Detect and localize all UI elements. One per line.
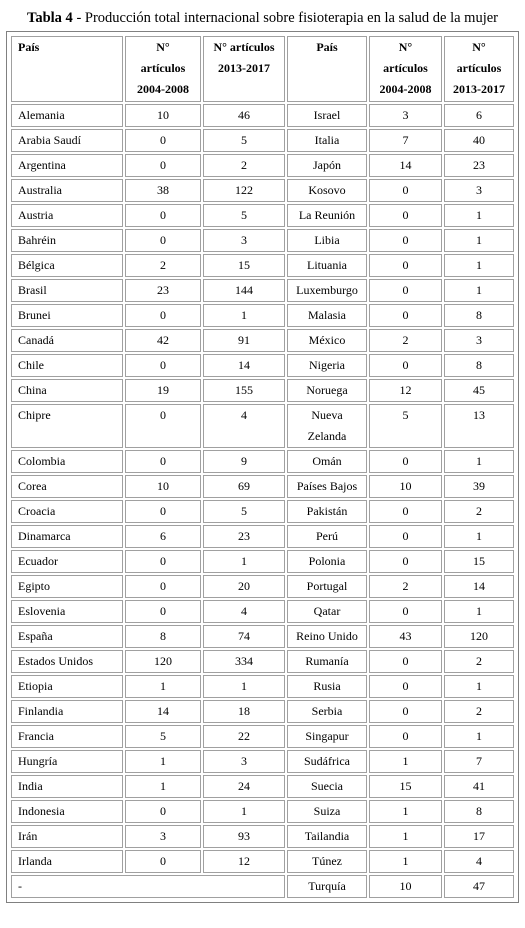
header-pais-left: País [11, 36, 123, 102]
table-row [11, 154, 514, 177]
cell-count-2013-2017-left: 91 [203, 329, 285, 352]
table-frame [6, 31, 519, 903]
cell-count-2004-2008-left: 6 [125, 525, 201, 548]
table-row [11, 279, 514, 302]
cell-country-right: Omán [287, 450, 367, 473]
cell-count-2004-2008-right: 12 [369, 379, 442, 402]
cell-count-2004-2008-right: 1 [369, 750, 442, 773]
cell-count-2013-2017-left: 15 [203, 254, 285, 277]
cell-country-left: Alemania [11, 104, 123, 127]
cell-count-2004-2008-left: 5 [125, 725, 201, 748]
cell-country-right: Perú [287, 525, 367, 548]
cell-count-2004-2008-left: 10 [125, 475, 201, 498]
cell-country-right: Sudáfrica [287, 750, 367, 773]
cell-count-2013-2017-right: 1 [444, 725, 514, 748]
table-row [11, 129, 514, 152]
cell-count-2013-2017-right: 2 [444, 700, 514, 723]
cell-count-2004-2008-left: 42 [125, 329, 201, 352]
cell-country-right: Luxemburgo [287, 279, 367, 302]
cell-country-right: Turquía [287, 875, 367, 898]
cell-count-2013-2017-right: 2 [444, 650, 514, 673]
table-row [11, 650, 514, 673]
cell-count-2013-2017-right: 17 [444, 825, 514, 848]
table-row [11, 525, 514, 548]
cell-count-2004-2008-right: 2 [369, 575, 442, 598]
cell-country-left: Etiopia [11, 675, 123, 698]
cell-country-right: Kosovo [287, 179, 367, 202]
cell-country-right: Pakistán [287, 500, 367, 523]
cell-count-2004-2008-right: 0 [369, 675, 442, 698]
cell-count-2013-2017-left: 93 [203, 825, 285, 848]
cell-count-2004-2008-right: 0 [369, 354, 442, 377]
cell-country-left: - [11, 875, 285, 898]
cell-count-2004-2008-right: 0 [369, 179, 442, 202]
table-row [11, 179, 514, 202]
cell-count-2013-2017-right: 3 [444, 179, 514, 202]
cell-country-right: Portugal [287, 575, 367, 598]
table-body [11, 104, 514, 898]
cell-count-2004-2008-right: 0 [369, 254, 442, 277]
cell-country-right: Polonia [287, 550, 367, 573]
cell-count-2013-2017-left: 5 [203, 500, 285, 523]
cell-country-right: Malasia [287, 304, 367, 327]
cell-count-2013-2017-right: 39 [444, 475, 514, 498]
cell-country-right: Túnez [287, 850, 367, 873]
caption-label: Tabla 4 [27, 10, 73, 26]
cell-count-2013-2017-left: 20 [203, 575, 285, 598]
cell-count-2013-2017-left: 3 [203, 229, 285, 252]
cell-country-right: Nueva Zelanda [287, 404, 367, 448]
cell-country-left: Corea [11, 475, 123, 498]
cell-country-right: Serbia [287, 700, 367, 723]
table-row [11, 700, 514, 723]
cell-count-2013-2017-left: 4 [203, 404, 285, 448]
cell-count-2013-2017-right: 1 [444, 229, 514, 252]
cell-country-left: Colombia [11, 450, 123, 473]
cell-count-2013-2017-left: 24 [203, 775, 285, 798]
cell-country-left: Irlanda [11, 850, 123, 873]
cell-count-2013-2017-left: 1 [203, 675, 285, 698]
cell-country-left: Indonesia [11, 800, 123, 823]
cell-count-2013-2017-left: 18 [203, 700, 285, 723]
cell-country-left: Australia [11, 179, 123, 202]
cell-count-2004-2008-right: 0 [369, 550, 442, 573]
cell-country-right: La Reunión [287, 204, 367, 227]
cell-count-2013-2017-right: 120 [444, 625, 514, 648]
cell-count-2004-2008-right: 3 [369, 104, 442, 127]
cell-count-2013-2017-right: 15 [444, 550, 514, 573]
table-caption [0, 7, 525, 29]
cell-country-left: Ecuador [11, 550, 123, 573]
cell-country-left: Dinamarca [11, 525, 123, 548]
cell-count-2004-2008-right: 43 [369, 625, 442, 648]
header-articles-2013-2017-left: N° artículos 2013-2017 [203, 36, 285, 102]
cell-country-left: India [11, 775, 123, 798]
cell-country-right: Libia [287, 229, 367, 252]
cell-country-right: Países Bajos [287, 475, 367, 498]
cell-count-2013-2017-right: 1 [444, 675, 514, 698]
cell-count-2013-2017-right: 14 [444, 575, 514, 598]
cell-count-2013-2017-right: 45 [444, 379, 514, 402]
cell-count-2013-2017-right: 47 [444, 875, 514, 898]
cell-count-2013-2017-left: 14 [203, 354, 285, 377]
cell-count-2013-2017-right: 13 [444, 404, 514, 448]
header-articles-2013-2017-right: N° artículos 2013-2017 [444, 36, 514, 102]
cell-count-2004-2008-left: 14 [125, 700, 201, 723]
cell-count-2004-2008-left: 0 [125, 229, 201, 252]
header-articles-2004-2008-left: N° artículos 2004-2008 [125, 36, 201, 102]
cell-count-2004-2008-left: 1 [125, 750, 201, 773]
cell-country-left: Croacia [11, 500, 123, 523]
cell-count-2004-2008-left: 0 [125, 500, 201, 523]
cell-count-2013-2017-left: 334 [203, 650, 285, 673]
cell-count-2013-2017-right: 23 [444, 154, 514, 177]
cell-country-left: Finlandia [11, 700, 123, 723]
countries-table [9, 34, 516, 900]
cell-country-right: Noruega [287, 379, 367, 402]
cell-count-2013-2017-left: 1 [203, 800, 285, 823]
table-row [11, 404, 514, 448]
cell-country-right: Singapur [287, 725, 367, 748]
header-articles-2004-2008-right: N° artículos 2004-2008 [369, 36, 442, 102]
cell-country-left: Hungría [11, 750, 123, 773]
cell-count-2004-2008-left: 19 [125, 379, 201, 402]
cell-count-2013-2017-right: 1 [444, 254, 514, 277]
cell-count-2004-2008-right: 0 [369, 700, 442, 723]
cell-country-left: Estados Unidos [11, 650, 123, 673]
cell-count-2004-2008-left: 0 [125, 154, 201, 177]
table-row [11, 304, 514, 327]
table-row [11, 775, 514, 798]
cell-count-2013-2017-right: 4 [444, 850, 514, 873]
cell-count-2004-2008-right: 7 [369, 129, 442, 152]
cell-count-2004-2008-right: 15 [369, 775, 442, 798]
cell-country-right: Japón [287, 154, 367, 177]
cell-count-2013-2017-left: 22 [203, 725, 285, 748]
cell-count-2004-2008-right: 10 [369, 475, 442, 498]
table-row [11, 204, 514, 227]
cell-country-left: España [11, 625, 123, 648]
table-row [11, 229, 514, 252]
table-row [11, 550, 514, 573]
cell-count-2004-2008-left: 120 [125, 650, 201, 673]
table-row [11, 104, 514, 127]
cell-country-left: Bahréin [11, 229, 123, 252]
cell-country-right: Rumanía [287, 650, 367, 673]
cell-count-2004-2008-right: 0 [369, 600, 442, 623]
cell-country-right: Suecia [287, 775, 367, 798]
cell-count-2004-2008-left: 1 [125, 675, 201, 698]
cell-count-2013-2017-right: 8 [444, 354, 514, 377]
table-row [11, 675, 514, 698]
cell-count-2013-2017-right: 1 [444, 279, 514, 302]
cell-count-2013-2017-left: 46 [203, 104, 285, 127]
cell-count-2004-2008-right: 0 [369, 304, 442, 327]
table-row [11, 625, 514, 648]
table-row [11, 600, 514, 623]
cell-count-2013-2017-left: 1 [203, 304, 285, 327]
table-row [11, 500, 514, 523]
cell-count-2004-2008-left: 0 [125, 800, 201, 823]
cell-count-2004-2008-left: 0 [125, 575, 201, 598]
cell-count-2013-2017-left: 23 [203, 525, 285, 548]
cell-count-2013-2017-left: 122 [203, 179, 285, 202]
cell-count-2013-2017-left: 144 [203, 279, 285, 302]
cell-country-left: Canadá [11, 329, 123, 352]
cell-count-2004-2008-left: 8 [125, 625, 201, 648]
cell-country-right: Lituania [287, 254, 367, 277]
cell-country-right: México [287, 329, 367, 352]
cell-country-left: Eslovenia [11, 600, 123, 623]
cell-country-left: China [11, 379, 123, 402]
cell-country-left: Bélgica [11, 254, 123, 277]
cell-count-2013-2017-right: 1 [444, 450, 514, 473]
cell-count-2004-2008-left: 0 [125, 204, 201, 227]
cell-country-left: Brasil [11, 279, 123, 302]
cell-count-2013-2017-right: 2 [444, 500, 514, 523]
cell-count-2004-2008-right: 14 [369, 154, 442, 177]
cell-count-2013-2017-left: 9 [203, 450, 285, 473]
cell-count-2013-2017-left: 155 [203, 379, 285, 402]
cell-country-left: Irán [11, 825, 123, 848]
cell-count-2004-2008-right: 1 [369, 850, 442, 873]
cell-count-2013-2017-right: 3 [444, 329, 514, 352]
cell-count-2004-2008-right: 0 [369, 229, 442, 252]
cell-count-2004-2008-right: 0 [369, 650, 442, 673]
cell-count-2004-2008-right: 0 [369, 450, 442, 473]
cell-count-2004-2008-left: 3 [125, 825, 201, 848]
table-row [11, 379, 514, 402]
cell-count-2004-2008-left: 0 [125, 129, 201, 152]
cell-country-left: Egipto [11, 575, 123, 598]
cell-count-2004-2008-right: 0 [369, 525, 442, 548]
cell-count-2004-2008-left: 1 [125, 775, 201, 798]
cell-country-right: Tailandia [287, 825, 367, 848]
caption-text: - Producción total internacional sobre fisioterapia en la salud de la mujer [72, 10, 498, 26]
cell-count-2013-2017-left: 2 [203, 154, 285, 177]
cell-country-left: Chipre [11, 404, 123, 448]
cell-count-2004-2008-left: 10 [125, 104, 201, 127]
cell-count-2013-2017-left: 3 [203, 750, 285, 773]
cell-country-right: Reino Unido [287, 625, 367, 648]
table-row [11, 800, 514, 823]
cell-count-2004-2008-left: 0 [125, 600, 201, 623]
cell-country-left: Arabia Saudí [11, 129, 123, 152]
cell-count-2013-2017-right: 8 [444, 304, 514, 327]
table-row [11, 575, 514, 598]
cell-count-2004-2008-right: 5 [369, 404, 442, 448]
cell-count-2013-2017-right: 1 [444, 600, 514, 623]
cell-count-2013-2017-left: 5 [203, 204, 285, 227]
cell-count-2013-2017-left: 12 [203, 850, 285, 873]
cell-count-2004-2008-left: 0 [125, 450, 201, 473]
cell-count-2013-2017-left: 5 [203, 129, 285, 152]
cell-count-2004-2008-right: 0 [369, 279, 442, 302]
cell-count-2004-2008-right: 1 [369, 800, 442, 823]
cell-count-2013-2017-left: 4 [203, 600, 285, 623]
table-row [11, 750, 514, 773]
cell-count-2013-2017-right: 1 [444, 204, 514, 227]
cell-count-2004-2008-right: 2 [369, 329, 442, 352]
cell-count-2004-2008-right: 0 [369, 725, 442, 748]
cell-count-2004-2008-left: 38 [125, 179, 201, 202]
table-row [11, 354, 514, 377]
cell-count-2004-2008-right: 0 [369, 500, 442, 523]
cell-count-2004-2008-left: 2 [125, 254, 201, 277]
table-row [11, 254, 514, 277]
cell-country-right: Rusia [287, 675, 367, 698]
cell-count-2004-2008-right: 0 [369, 204, 442, 227]
cell-count-2004-2008-right: 10 [369, 875, 442, 898]
table-row [11, 825, 514, 848]
cell-count-2013-2017-right: 6 [444, 104, 514, 127]
cell-count-2004-2008-left: 0 [125, 304, 201, 327]
cell-count-2004-2008-right: 1 [369, 825, 442, 848]
cell-count-2013-2017-left: 69 [203, 475, 285, 498]
cell-count-2004-2008-left: 0 [125, 850, 201, 873]
cell-country-left: Argentina [11, 154, 123, 177]
cell-count-2013-2017-right: 7 [444, 750, 514, 773]
cell-count-2013-2017-right: 8 [444, 800, 514, 823]
cell-count-2004-2008-left: 0 [125, 404, 201, 448]
cell-count-2004-2008-left: 0 [125, 354, 201, 377]
table-row [11, 450, 514, 473]
table-row [11, 850, 514, 873]
cell-country-right: Qatar [287, 600, 367, 623]
cell-country-left: Chile [11, 354, 123, 377]
table-row [11, 329, 514, 352]
table-row [11, 875, 514, 898]
cell-country-right: Nigeria [287, 354, 367, 377]
cell-country-right: Italia [287, 129, 367, 152]
table-row [11, 475, 514, 498]
cell-count-2013-2017-right: 40 [444, 129, 514, 152]
cell-count-2013-2017-right: 1 [444, 525, 514, 548]
cell-country-right: Israel [287, 104, 367, 127]
table-row [11, 725, 514, 748]
cell-count-2004-2008-left: 0 [125, 550, 201, 573]
cell-country-left: Austria [11, 204, 123, 227]
cell-count-2013-2017-left: 1 [203, 550, 285, 573]
cell-count-2004-2008-left: 23 [125, 279, 201, 302]
cell-count-2013-2017-left: 74 [203, 625, 285, 648]
cell-country-left: Francia [11, 725, 123, 748]
header-pais-right: País [287, 36, 367, 102]
cell-country-left: Brunei [11, 304, 123, 327]
cell-country-right: Suiza [287, 800, 367, 823]
cell-count-2013-2017-right: 41 [444, 775, 514, 798]
